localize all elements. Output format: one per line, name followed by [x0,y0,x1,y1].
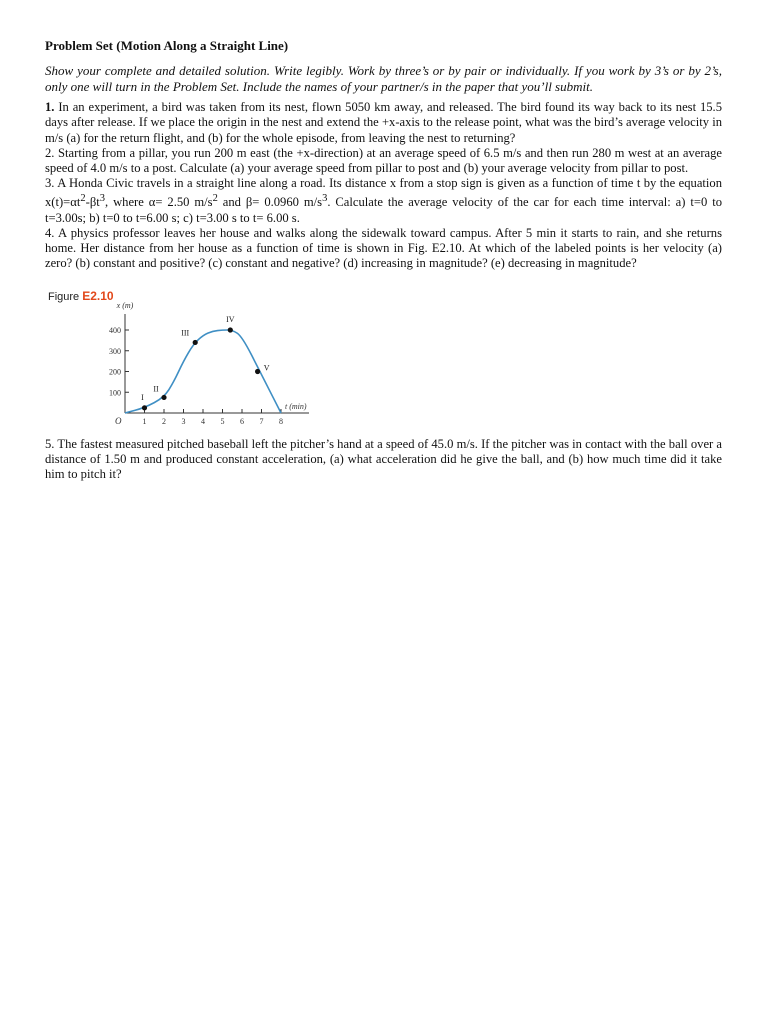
figure-number: E2.10 [82,288,114,303]
problem-text: Starting from a pillar, you run 200 m east (the +x-direction) at an average speed of 6.5 m/s and then run 280 m west at an average speed of 4.0 m/s to a post. Calculate (a) your average speed from pillar to post and (b) your average velocity from pillar to post. [45,145,722,175]
superscript: 3 [99,193,105,205]
document-page [45,38,722,482]
superscript: 3 [322,193,328,205]
problem-text: A Honda Civic travels in a straight line along a road. Its distance x from a stop sign is given as a function of time t by the equation x(t)=αt [45,176,722,210]
instructions: Show your complete and detailed solution. Write legibly. Work by three’s or by pair or individually. If you work by 3’s or by 2’s, only one will turn in the Problem Set. Include the names of your partner/s in the paper that you’ll submit. [45,63,722,94]
problem-text: In an experiment, a bird was taken from its nest, flown 5050 km away, and released. The bird found its way back to its nest 15.5 days after release. If we place the origin in the nest and extend the +x-axis to the release point, what was the bird’s average velocity in m/s (a) for the return flight, and (b) for the whole episode, from leaving the nest to returning? [45,100,722,145]
point-label: III [181,328,190,338]
problem-text: and β= 0.0960 m/s [217,195,323,210]
problem-number: 3. [45,176,55,191]
y-tick-label: 300 [109,346,121,356]
point-v [255,369,260,374]
problem-text: A physics professor leaves her house and walks along the sidewalk toward campus. After 5 min it starts to rain, and she returns home. Her distance from her house as a function of time is shown in Fig. E2.10. At which of the labeled points is her velocity (a) zero? (b) constant and positive? (c) constant and negative? (d) increasing in magnitude? (e) decreasing in magnitude? [45,226,722,271]
position-time-chart [45,301,365,435]
problem-number: 5. [45,436,55,451]
x-tick-label: 5 [220,416,225,426]
point-label: V [263,363,270,373]
point-ii [161,394,166,399]
page-title: Problem Set (Motion Along a Straight Line) [45,38,289,53]
problem-2 [45,146,722,176]
problem-number: 1. [45,100,55,115]
x-tick-label: 4 [201,416,205,426]
x-tick-label: 2 [162,416,166,426]
point-label: I [141,392,144,402]
point-iv [228,327,233,332]
problem-5 [45,437,722,483]
problem-text: The fastest measured pitched baseball left the pitcher’s hand at a speed of 45.0 m/s. If the pitcher was in contact with the ball over a distance of 1.50 m and produced constant acceleration, (a) what acceleration did he give the ball, and (b) how much time did it take him to pitch it? [45,436,722,482]
x-tick-label: 3 [181,416,186,426]
point-label: IV [226,314,235,324]
superscript: 2 [80,193,86,205]
problem-text: , where α= 2.50 m/s [105,195,213,210]
x-tick-label: 6 [240,416,244,426]
x-tick-label: 7 [259,416,264,426]
point-i [142,405,147,410]
figure-label: Figure [48,290,80,303]
problem-number: 2. [45,145,55,160]
problem-text: . Calculate the average velocity of the car for each time interval: a) t=0 to t=3.00s; b) t=0 to t=6.00 s; c) t=3.00 s to t= 6.00 s. [45,195,722,225]
problem-4 [45,226,722,272]
figure-e2-10 [45,289,722,437]
problem-number: 4. [45,226,55,240]
point-iii [193,339,198,344]
problem-3 [45,176,722,226]
y-tick-label: 200 [109,367,121,377]
x-tick-label: 1 [142,416,147,426]
problem-text: -βt [85,195,100,210]
y-tick-label: 100 [109,387,121,397]
y-axis-label: x (m) [116,300,134,310]
x-axis-label: t (min) [285,401,307,411]
point-label: II [153,384,159,394]
problem-1 [45,100,722,146]
x-tick-label: 8 [279,416,283,426]
y-tick-label: 400 [109,325,121,335]
superscript: 2 [212,193,218,205]
origin-label: O [115,415,122,426]
